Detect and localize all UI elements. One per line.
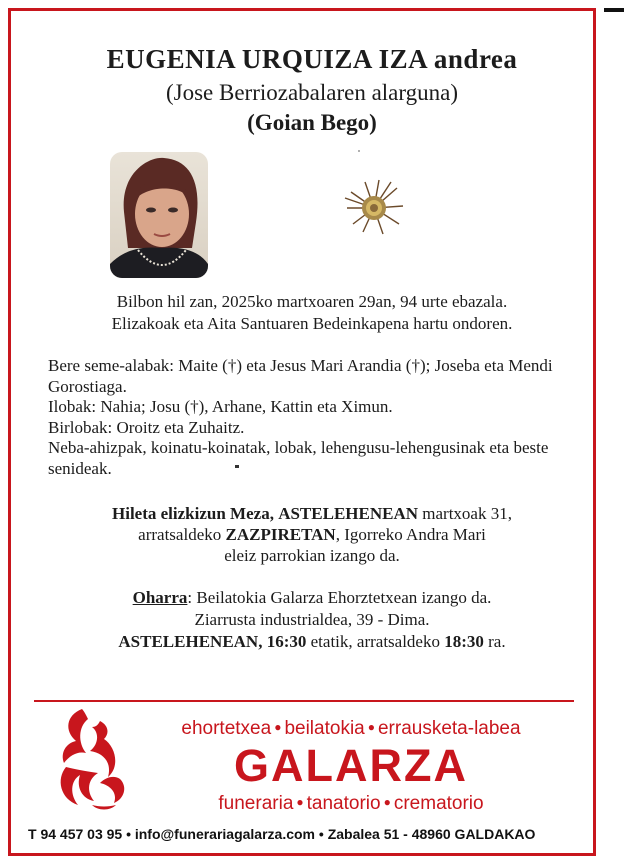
funeral-line-3: eleiz parrokian izango da.: [224, 546, 400, 565]
note-line-1: [0, 587, 624, 609]
note-to-time: 18:30: [444, 632, 484, 651]
footer-divider: [34, 700, 574, 702]
funeral-day: ASTELEHENEAN: [278, 504, 419, 523]
funeral-time: ZAZPIRETAN: [225, 525, 336, 544]
note-day: ASTELEHENEAN: [118, 632, 259, 651]
children-line: Bere seme-alabak: Maite (†) eta Jesus Mari Arandia (†); Joseba eta Mendi Gorostiaga.: [48, 356, 553, 396]
note-address: Ziarrusta industrialdea, 39 - Dima.: [194, 610, 430, 629]
thistle-flower-icon: [343, 178, 405, 238]
deceased-name: EUGENIA URQUIZA IZA andrea: [106, 44, 518, 74]
service-funeraria: funeraria: [218, 793, 294, 814]
goian-bego: (Goian Bego): [247, 110, 377, 135]
death-line-2: Elizakoak eta Aita Santuaren Bedeinkapena hartu ondoren.: [111, 314, 513, 333]
funeral-info: [0, 503, 624, 566]
note-from-time: 16:30: [266, 632, 307, 651]
note-line-3: ASTELEHENEAN, 16:30 etatik, arratsaldeko 18:30 ra.: [118, 632, 506, 651]
funeral-line-2: [0, 524, 624, 545]
scan-mark: [604, 8, 624, 12]
brand-name: GALARZA: [234, 740, 468, 791]
galarza-logo-icon: [52, 707, 130, 813]
death-line-1: Bilbon hil zan, 2025ko martxoaren 29an, 94 urte ebazala.: [116, 292, 508, 311]
spouse-line: (Jose Berriozabalaren alarguna): [165, 80, 459, 105]
service-ehortetxea: ehortetxea: [181, 718, 272, 739]
mass-label: Hileta elizkizun Meza,: [112, 504, 274, 523]
service-tanatorio: tanatorio: [306, 793, 381, 814]
contact-line: T 94 457 03 95 • info@funerariagalarza.com • Zabalea 51 - 48960 GALDAKAO: [28, 826, 536, 842]
time-prefix: arratsaldeko: [138, 525, 222, 544]
services-spanish: funeraria ● tanatorio ● crematorio: [218, 793, 484, 814]
note-from-text: etatik, arratsaldeko: [310, 632, 440, 651]
family-list: [48, 356, 558, 479]
funeral-line-1: [0, 503, 624, 524]
speck: [358, 150, 360, 152]
speck: [235, 465, 239, 468]
service-crematorio: crematorio: [393, 793, 484, 814]
death-notice: [0, 291, 624, 335]
service-errausketa: errausketa-labea: [377, 718, 521, 739]
note-text: : Beilatokia Galarza Ehorztetxean izango da.: [187, 588, 492, 607]
note-label: Oharra: [132, 588, 188, 607]
portrait-photo: [110, 152, 208, 278]
note-to-text: ra.: [488, 632, 506, 651]
funeral-date: martxoak 31,: [422, 504, 512, 523]
services-basque: ehortetxea ● beilatokia ● errausketa-labea: [181, 718, 521, 739]
church-name: , Igorreko Andra Mari: [335, 525, 486, 544]
service-beilatokia: beilatokia: [284, 718, 365, 739]
relatives-line: Neba-ahizpak, koinatu-koinatak, lobak, lehengusu-lehengusinak eta beste senideak.: [48, 438, 549, 478]
wake-note: [0, 587, 624, 653]
grandchildren-line: Ilobak: Nahia; Josu (†), Arhane, Kattin eta Ximun.: [48, 397, 393, 416]
great-grandchildren-line: Birlobak: Oroitz eta Zuhaitz.: [48, 417, 245, 437]
